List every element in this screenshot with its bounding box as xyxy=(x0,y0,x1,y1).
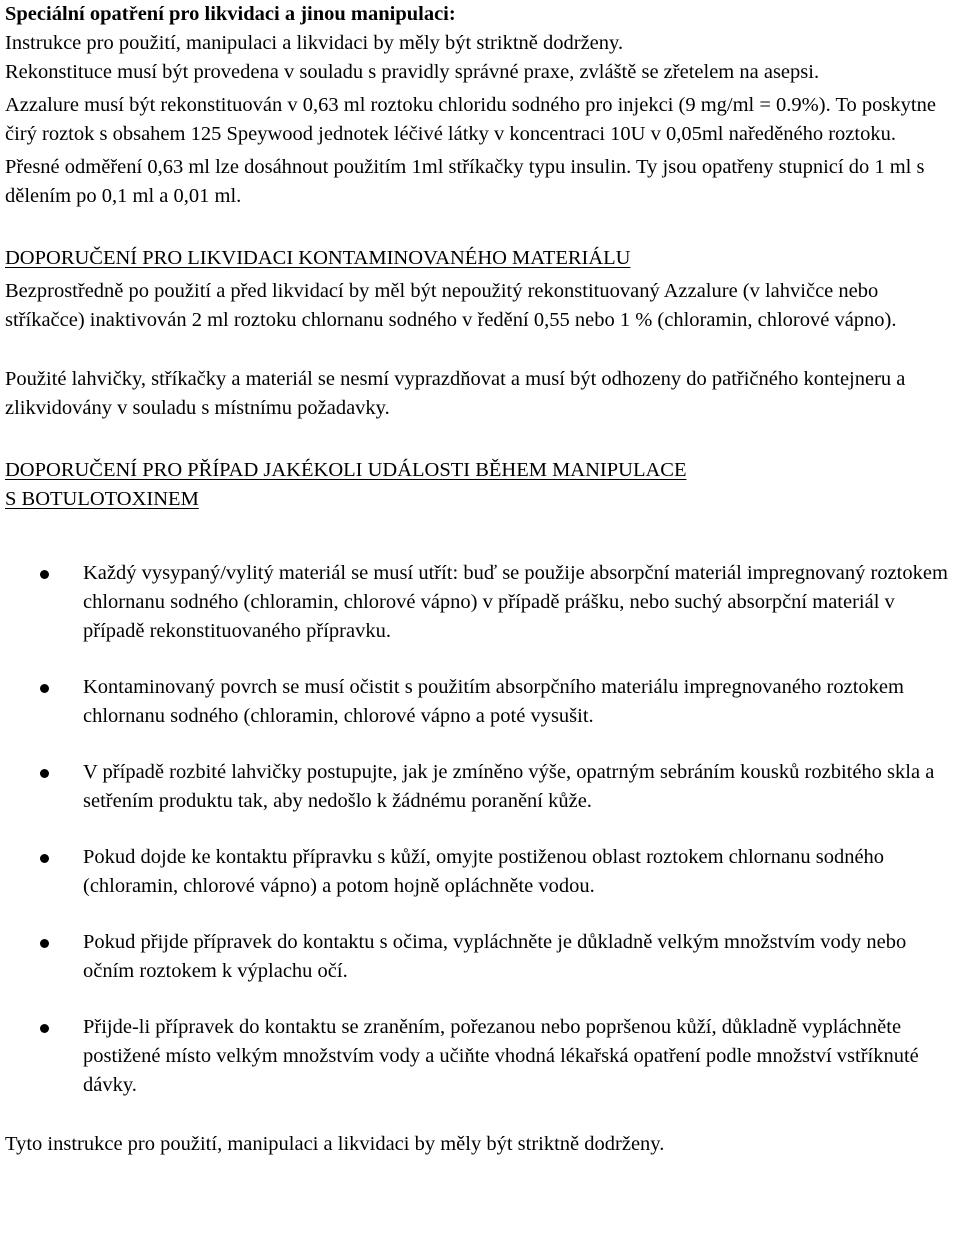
section-title-incident-line2: S BOTULOTOXINEM xyxy=(5,488,199,510)
section-title-contaminated-material: DOPORUČENÍ PRO LIKVIDACI KONTAMINOVANÉHO MATERIÁLU xyxy=(5,247,631,269)
bullet-icon xyxy=(40,1024,49,1033)
paragraph-inactivation: Bezprostředně po použití a před likvidací by měl být nepoužitý rekonstituovaný Azzalure (v lahvičce nebo stříkačce) inaktivován 2 ml roztoku chlornanu sodného v ředění 0,55 nebo 1 % (chloramin, chlorové vápno). xyxy=(5,280,897,331)
paragraph-closing: Tyto instrukce pro použití, manipulaci a likvidaci by měly být striktně dodrženy. xyxy=(5,1133,665,1155)
paragraph-instructions: Instrukce pro použití, manipulaci a likvidaci by měly být striktně dodrženy. xyxy=(5,32,624,54)
list-item xyxy=(5,758,955,816)
list-item-text: V případě rozbité lahvičky postupujte, jak je zmíněno výše, opatrným sebráním kousků rozbitého skla a setřením produktu tak, aby nedošlo k žádnému poranění kůže. xyxy=(83,761,935,812)
section-title-disposal: Speciální opatření pro likvidaci a jinou manipulaci: xyxy=(5,3,456,25)
bullet-icon xyxy=(40,570,49,579)
bullet-icon xyxy=(40,769,49,778)
document-page xyxy=(5,0,955,1159)
bullet-icon xyxy=(40,684,49,693)
list-item xyxy=(5,673,955,731)
paragraph-reconstitution: Rekonstituce musí být provedena v souladu s pravidly správné praxe, zvláště se zřetelem na asepsi. xyxy=(5,61,820,83)
list-item-text: Kontaminovaný povrch se musí očistit s použitím absorpčního materiálu impregnovaného roztokem chlornanu sodného (chloramin, chlorové vápno a poté vysušit. xyxy=(83,676,904,727)
list-item-text: Pokud přijde přípravek do kontaktu s očima, vypláchněte je důkladně velkým množstvím vody nebo očním roztokem k výplachu očí. xyxy=(83,931,907,982)
bullet-icon xyxy=(40,939,49,948)
paragraph-azzalure-reconstitution: Azzalure musí být rekonstituován v 0,63 ml roztoku chloridu sodného pro injekci (9 mg/ml = 0.9%). To poskytne čirý roztok s obsahem 125 Speywood jednotek léčivé látky v koncentraci 10U v 0,05ml naředěného roztoku. xyxy=(5,94,936,145)
paragraph-used-vials: Použité lahvičky, stříkačky a materiál se nesmí vyprazdňovat a musí být odhozeny do patřičného kontejneru a zlikvidovány v souladu s místnímu požadavky. xyxy=(5,368,906,419)
list-item-text: Každý vysypaný/vylitý materiál se musí utřít: buď se použije absorpční materiál impregnovaný roztokem chlornanu sodného (chloramin, chlorové vápno) v případě prášku, nebo suchý absorpční materiál v případě rekonstituovaného přípravku. xyxy=(83,562,948,642)
bullet-icon xyxy=(40,854,49,863)
paragraph-measurement: Přesné odměření 0,63 ml lze dosáhnout použitím 1ml stříkačky typu insulin. Ty jsou opatřeny stupnicí do 1 ml s dělením po 0,1 ml a 0,01 ml. xyxy=(5,156,925,207)
list-item-text: Pokud dojde ke kontaktu přípravku s kůží, omyjte postiženou oblast roztokem chlornanu sodného (chloramin, chlorové vápno) a potom hojně opláchněte vodou. xyxy=(83,846,885,897)
list-item xyxy=(5,928,955,986)
list-item xyxy=(5,559,955,646)
incident-instructions-list xyxy=(5,559,955,1100)
list-item xyxy=(5,1013,955,1100)
section-title-incident: DOPORUČENÍ PRO PŘÍPAD JAKÉKOLI UDÁLOSTI BĚHEM MANIPULACE xyxy=(5,459,687,481)
list-item-text: Přijde-li přípravek do kontaktu se zraněním, pořezanou nebo popršenou kůží, důkladně vypláchněte postižené místo velkým množstvím vody a učiňte vhodná lékařská opatření podle množství vstříknuté dávky. xyxy=(83,1016,919,1096)
list-item xyxy=(5,843,955,901)
